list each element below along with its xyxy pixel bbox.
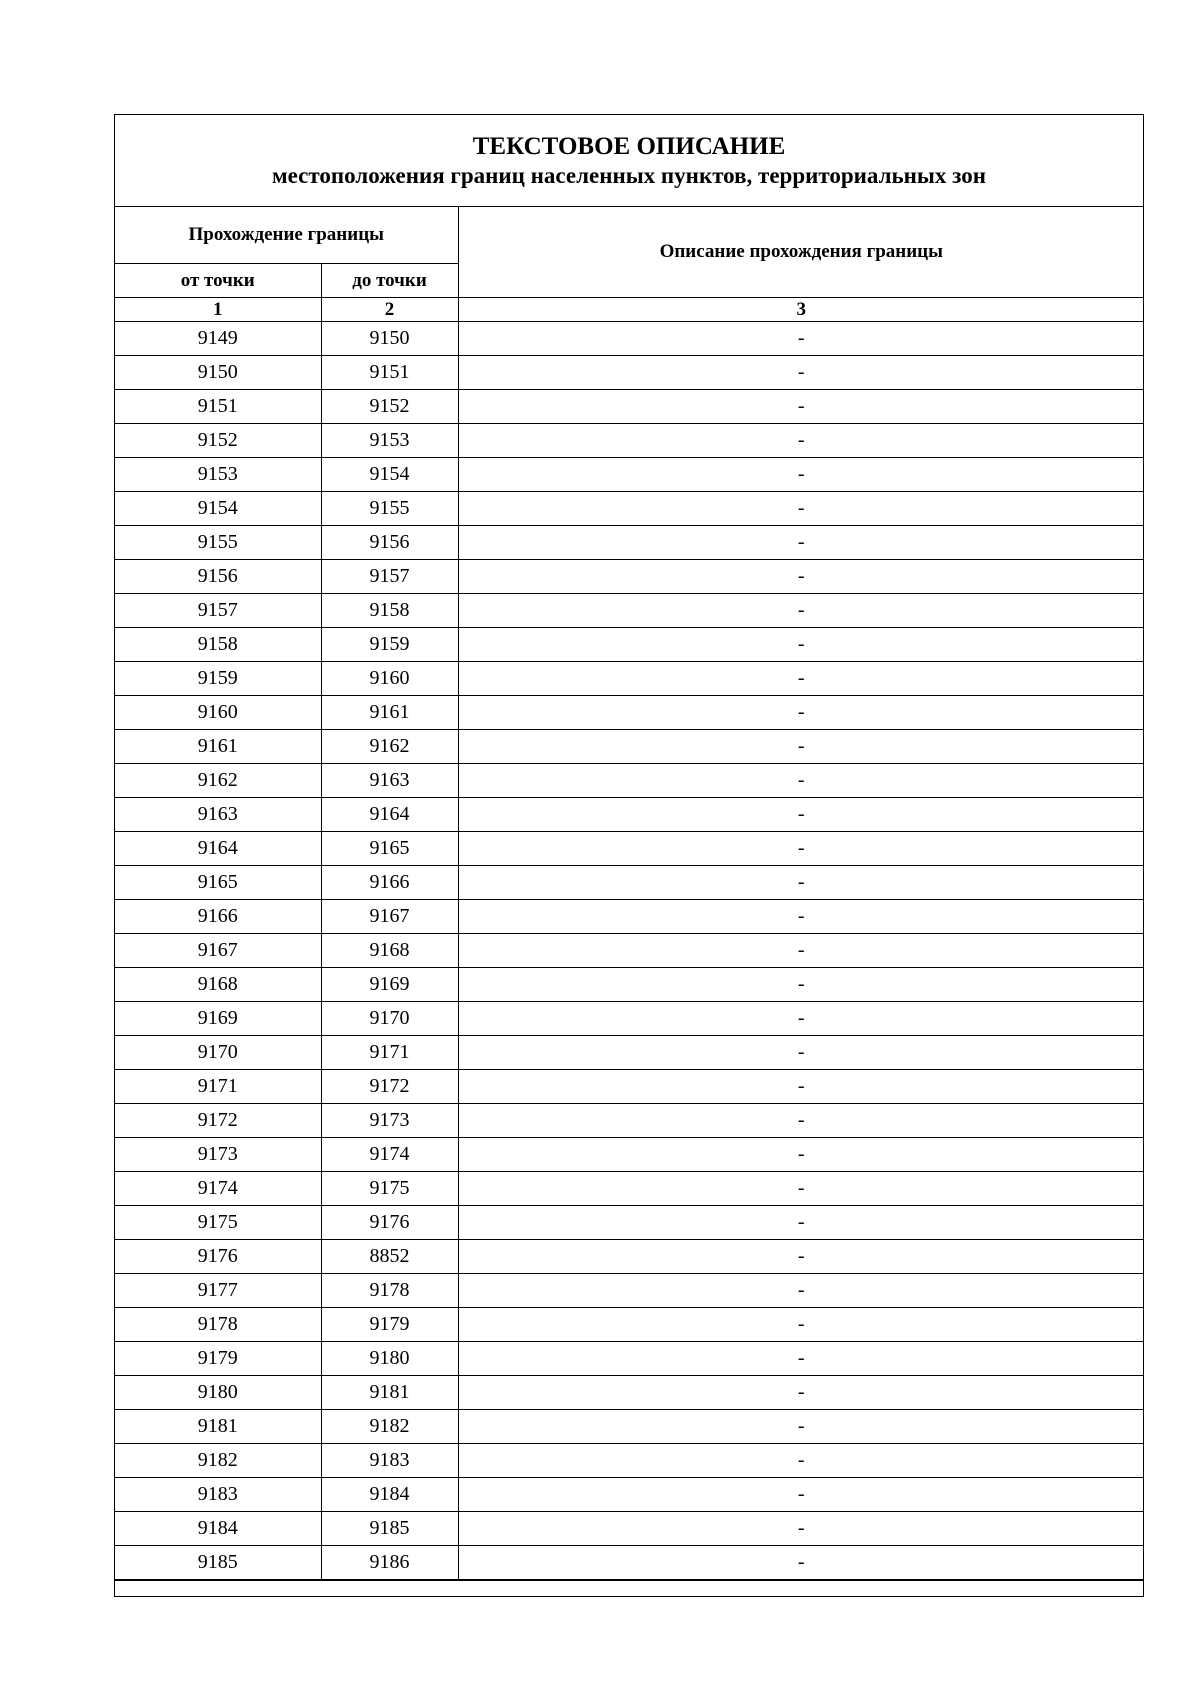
cell-to: 9182 xyxy=(321,1410,458,1444)
cell-desc: - xyxy=(458,492,1144,526)
cell-to: 9158 xyxy=(321,594,458,628)
cell-to: 9151 xyxy=(321,356,458,390)
header-row-top xyxy=(115,207,1144,264)
header-description: Описание прохождения границы xyxy=(458,207,1144,298)
table-row xyxy=(115,492,1144,526)
cell-desc: - xyxy=(458,1376,1144,1410)
table-row xyxy=(115,1240,1144,1274)
table-row xyxy=(115,900,1144,934)
cell-to: 9157 xyxy=(321,560,458,594)
table-row xyxy=(115,594,1144,628)
cell-to: 9179 xyxy=(321,1308,458,1342)
cell-from: 9150 xyxy=(115,356,321,390)
cell-to: 9174 xyxy=(321,1138,458,1172)
cell-desc: - xyxy=(458,730,1144,764)
cell-from: 9184 xyxy=(115,1512,321,1546)
cell-from: 9182 xyxy=(115,1444,321,1478)
column-number-3: 3 xyxy=(458,298,1144,322)
column-number-row xyxy=(115,298,1144,322)
cell-desc: - xyxy=(458,662,1144,696)
cell-from: 9178 xyxy=(115,1308,321,1342)
cell-from: 9169 xyxy=(115,1002,321,1036)
cell-desc: - xyxy=(458,696,1144,730)
table-row xyxy=(115,866,1144,900)
cell-desc: - xyxy=(458,1138,1144,1172)
cell-desc: - xyxy=(458,424,1144,458)
table-row xyxy=(115,1410,1144,1444)
table-row xyxy=(115,1274,1144,1308)
cell-desc: - xyxy=(458,1478,1144,1512)
cell-to: 9168 xyxy=(321,934,458,968)
column-number-1: 1 xyxy=(115,298,321,322)
cell-to: 9159 xyxy=(321,628,458,662)
cell-to: 9165 xyxy=(321,832,458,866)
cell-to: 9166 xyxy=(321,866,458,900)
header-from: от точки xyxy=(115,264,321,298)
cell-desc: - xyxy=(458,798,1144,832)
cell-to: 9155 xyxy=(321,492,458,526)
document-frame xyxy=(114,114,1144,1597)
cell-from: 9154 xyxy=(115,492,321,526)
cell-desc: - xyxy=(458,764,1144,798)
table-row xyxy=(115,1512,1144,1546)
cell-from: 9174 xyxy=(115,1172,321,1206)
cell-from: 9153 xyxy=(115,458,321,492)
cell-to: 8852 xyxy=(321,1240,458,1274)
cell-from: 9185 xyxy=(115,1546,321,1580)
cell-from: 9171 xyxy=(115,1070,321,1104)
cell-from: 9173 xyxy=(115,1138,321,1172)
cell-desc: - xyxy=(458,1104,1144,1138)
cell-from: 9177 xyxy=(115,1274,321,1308)
cell-from: 9158 xyxy=(115,628,321,662)
cell-to: 9176 xyxy=(321,1206,458,1240)
table-row xyxy=(115,390,1144,424)
cell-from: 9168 xyxy=(115,968,321,1002)
cell-desc: - xyxy=(458,900,1144,934)
cell-desc: - xyxy=(458,1070,1144,1104)
cell-desc: - xyxy=(458,832,1144,866)
cell-desc: - xyxy=(458,1444,1144,1478)
header-to: до точки xyxy=(321,264,458,298)
header-passage: Прохождение границы xyxy=(115,207,458,264)
cell-from: 9162 xyxy=(115,764,321,798)
cell-from: 9160 xyxy=(115,696,321,730)
cell-to: 9162 xyxy=(321,730,458,764)
cell-from: 9175 xyxy=(115,1206,321,1240)
table-row xyxy=(115,764,1144,798)
cell-to: 9170 xyxy=(321,1002,458,1036)
cell-to: 9183 xyxy=(321,1444,458,1478)
cell-from: 9180 xyxy=(115,1376,321,1410)
cell-desc: - xyxy=(458,1240,1144,1274)
cell-from: 9155 xyxy=(115,526,321,560)
cell-to: 9160 xyxy=(321,662,458,696)
cell-to: 9167 xyxy=(321,900,458,934)
cell-desc: - xyxy=(458,526,1144,560)
cell-from: 9152 xyxy=(115,424,321,458)
table-row xyxy=(115,1036,1144,1070)
cell-desc: - xyxy=(458,458,1144,492)
cell-from: 9157 xyxy=(115,594,321,628)
cell-from: 9170 xyxy=(115,1036,321,1070)
cell-from: 9165 xyxy=(115,866,321,900)
cell-to: 9173 xyxy=(321,1104,458,1138)
table-row xyxy=(115,730,1144,764)
table-row xyxy=(115,1172,1144,1206)
table-row xyxy=(115,1478,1144,1512)
table-row xyxy=(115,560,1144,594)
cell-to: 9175 xyxy=(321,1172,458,1206)
table-row xyxy=(115,1376,1144,1410)
table-row xyxy=(115,628,1144,662)
cell-desc: - xyxy=(458,628,1144,662)
cell-desc: - xyxy=(458,1410,1144,1444)
table-row xyxy=(115,798,1144,832)
cell-desc: - xyxy=(458,1036,1144,1070)
cell-desc: - xyxy=(458,356,1144,390)
cell-desc: - xyxy=(458,934,1144,968)
cell-from: 9181 xyxy=(115,1410,321,1444)
cell-from: 9156 xyxy=(115,560,321,594)
document-subtitle: местоположения границ населенных пунктов, территориальных зон xyxy=(272,163,986,188)
cell-from: 9183 xyxy=(115,1478,321,1512)
table-row xyxy=(115,1138,1144,1172)
cell-to: 9164 xyxy=(321,798,458,832)
cell-to: 9152 xyxy=(321,390,458,424)
cell-to: 9171 xyxy=(321,1036,458,1070)
cell-from: 9149 xyxy=(115,322,321,356)
table-row xyxy=(115,1070,1144,1104)
cell-from: 9163 xyxy=(115,798,321,832)
cell-to: 9153 xyxy=(321,424,458,458)
cell-from: 9179 xyxy=(115,1342,321,1376)
cell-from: 9172 xyxy=(115,1104,321,1138)
cell-to: 9156 xyxy=(321,526,458,560)
cell-from: 9151 xyxy=(115,390,321,424)
table-row xyxy=(115,832,1144,866)
cell-to: 9163 xyxy=(321,764,458,798)
cell-desc: - xyxy=(458,1274,1144,1308)
column-number-2: 2 xyxy=(321,298,458,322)
cell-to: 9169 xyxy=(321,968,458,1002)
cell-desc: - xyxy=(458,1172,1144,1206)
cell-from: 9166 xyxy=(115,900,321,934)
cell-to: 9184 xyxy=(321,1478,458,1512)
table-row xyxy=(115,424,1144,458)
cell-desc: - xyxy=(458,968,1144,1002)
table-row xyxy=(115,1546,1144,1580)
document-title: ТЕКСТОВОЕ ОПИСАНИЕ xyxy=(472,133,786,160)
table-row xyxy=(115,968,1144,1002)
cell-from: 9164 xyxy=(115,832,321,866)
cell-to: 9186 xyxy=(321,1546,458,1580)
table-row xyxy=(115,1104,1144,1138)
cell-to: 9154 xyxy=(321,458,458,492)
cell-desc: - xyxy=(458,594,1144,628)
table-row xyxy=(115,322,1144,356)
table-row xyxy=(115,934,1144,968)
cell-to: 9180 xyxy=(321,1342,458,1376)
cell-desc: - xyxy=(458,390,1144,424)
table-row xyxy=(115,1206,1144,1240)
table-row xyxy=(115,526,1144,560)
cell-from: 9161 xyxy=(115,730,321,764)
table-row xyxy=(115,1002,1144,1036)
cell-to: 9178 xyxy=(321,1274,458,1308)
cell-desc: - xyxy=(458,866,1144,900)
table-row xyxy=(115,1444,1144,1478)
table-row xyxy=(115,662,1144,696)
cell-to: 9150 xyxy=(321,322,458,356)
cell-desc: - xyxy=(458,1342,1144,1376)
cell-from: 9159 xyxy=(115,662,321,696)
table-bottom-rule xyxy=(115,1580,1143,1587)
table-row xyxy=(115,1342,1144,1376)
cell-from: 9176 xyxy=(115,1240,321,1274)
cell-desc: - xyxy=(458,560,1144,594)
cell-to: 9181 xyxy=(321,1376,458,1410)
cell-to: 9185 xyxy=(321,1512,458,1546)
table-row xyxy=(115,1308,1144,1342)
table-row xyxy=(115,356,1144,390)
cell-from: 9167 xyxy=(115,934,321,968)
cell-to: 9172 xyxy=(321,1070,458,1104)
cell-desc: - xyxy=(458,1546,1144,1580)
cell-desc: - xyxy=(458,1308,1144,1342)
table-row xyxy=(115,458,1144,492)
table-row xyxy=(115,696,1144,730)
boundary-table xyxy=(115,207,1144,1580)
cell-desc: - xyxy=(458,1512,1144,1546)
cell-desc: - xyxy=(458,322,1144,356)
cell-desc: - xyxy=(458,1206,1144,1240)
title-block xyxy=(115,115,1143,207)
cell-desc: - xyxy=(458,1002,1144,1036)
cell-to: 9161 xyxy=(321,696,458,730)
